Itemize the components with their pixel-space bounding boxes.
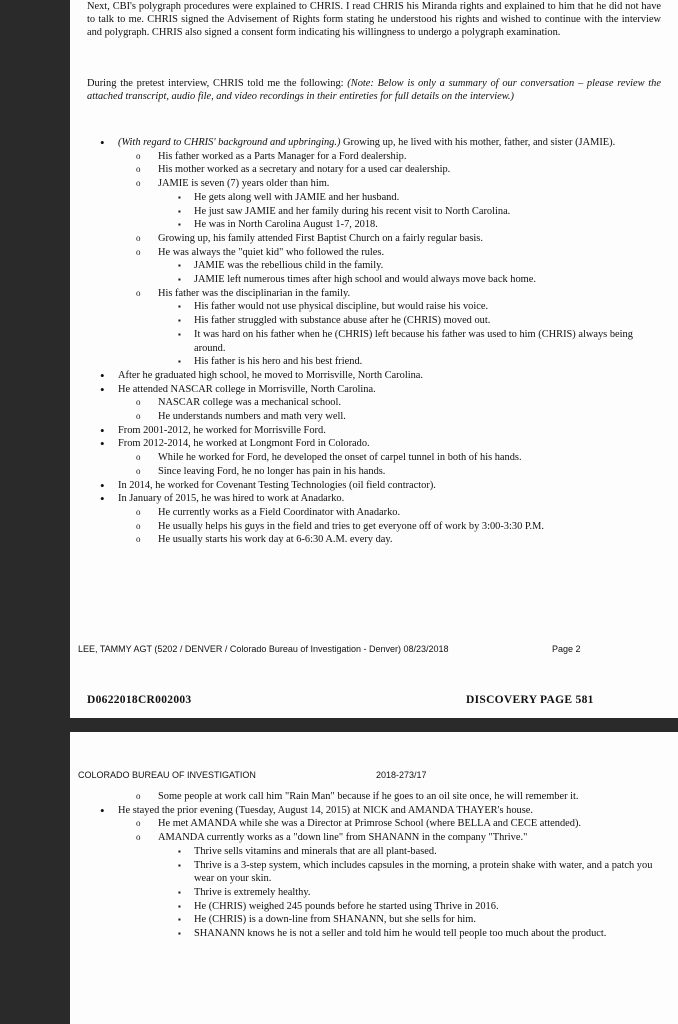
bullet-text: He (CHRIS) weighed 245 pounds before he started using Thrive in 2016.: [194, 900, 499, 912]
bullet-item: [70, 817, 678, 831]
document-page-1: [70, 0, 678, 718]
bullet-text: He just saw JAMIE and her family during his recent visit to North Carolina.: [194, 205, 511, 217]
bullet-item: [70, 913, 678, 927]
bullet-text: Some people at work call him "Rain Man" because if he goes to an oil site once, he will remember it.: [158, 791, 579, 802]
pretest-lead: During the pretest interview, CHRIS told me the following:: [87, 78, 348, 89]
pretest-note: (Note: Below is only a summary of our conversation – please review the attached transcript, audio file, and video recordings in their entireties for full details on the interview.): [87, 78, 661, 103]
bullet-item: [70, 886, 678, 900]
bullet-item: [70, 328, 678, 355]
bullet-item: [70, 396, 678, 410]
intro-paragraph: Next, CBI's polygraph procedures were explained to CHRIS. I read CHRIS his Miranda rights and explained to him that he did not have to talk to me. CHRIS signed the Advisement of Rights form stating he understood his rights and wished to continue with the interview and polygraph. CHRIS also signed a consent form indicating his willingness to undergo a polygraph examination.: [87, 1, 661, 39]
bullet-text: He currently works as a Field Coordinator with Anadarko.: [158, 506, 401, 518]
bullet-text: His father is his hero and his best friend.: [194, 356, 363, 368]
bullet-item: [70, 859, 678, 886]
bullet-item: [70, 804, 678, 818]
bullet-text: He attended NASCAR college in Morrisville, North Carolina.: [118, 383, 376, 395]
bullet-item: [70, 845, 678, 859]
bullet-text: He met AMANDA while she was a Director at Primrose School (where BELLA and CECE attended).: [158, 818, 582, 830]
bullet-text: From 2012-2014, he worked at Longmont Ford in Colorado.: [118, 438, 370, 450]
discovery-page-label: DISCOVERY PAGE 581: [466, 694, 594, 706]
bullet-item: [70, 287, 678, 301]
bullet-text: Growing up, he lived with his mother, father, and sister (JAMIE).: [340, 137, 616, 148]
bullet-text: In 2014, he worked for Covenant Testing Technologies (oil field contractor).: [118, 479, 436, 491]
bullet-text: He usually starts his work day at 6-6:30 A.M. every day.: [158, 534, 393, 546]
bullet-item: [70, 259, 678, 273]
bullet-text: His mother worked as a secretary and notary for a used car dealership.: [158, 164, 451, 176]
bullet-item: [70, 533, 678, 547]
bullet-text: He was always the "quiet kid" who followed the rules.: [158, 246, 385, 258]
bullet-item: [70, 314, 678, 328]
bullet-italic-text: (With regard to CHRIS' background and upbringing.): [118, 137, 341, 148]
pretest-paragraph: [87, 77, 661, 103]
bullet-text: Thrive is a 3-step system, which includes capsules in the morning, a protein shake with water, and a patch you wear on your skin.: [194, 859, 653, 885]
interview-bullet-list-continued: [70, 790, 678, 941]
bullet-item: [70, 506, 678, 520]
bullet-text: JAMIE left numerous times after high school and would always move back home.: [194, 274, 536, 286]
document-id: D0622018CR002003: [87, 694, 192, 706]
bullet-text: JAMIE is seven (7) years older than him.: [158, 178, 330, 190]
bullet-text: JAMIE was the rebellious child in the family.: [194, 260, 384, 272]
bullet-text: After he graduated high school, he moved to Morrisville, North Carolina.: [118, 369, 424, 381]
bullet-text: He stayed the prior evening (Tuesday, August 14, 2015) at NICK and AMANDA THAYER's house.: [118, 804, 533, 816]
bullet-item: [70, 520, 678, 534]
bullet-text: His father would not use physical discipline, but would raise his voice.: [194, 301, 489, 313]
bullet-item: [70, 790, 678, 804]
bullet-text: In January of 2015, he was hired to work at Anadarko.: [118, 493, 345, 505]
bullet-item: [70, 369, 678, 383]
bullet-text: Thrive sells vitamins and minerals that are all plant-based.: [194, 845, 437, 857]
bullet-item: [70, 355, 678, 369]
bullet-text: He understands numbers and math very well.: [158, 411, 346, 423]
page-number: Page 2: [552, 644, 581, 654]
bullet-text: AMANDA currently works as a "down line" from SHANANN in the company "Thrive.": [158, 832, 528, 844]
bullet-text: While he worked for Ford, he developed the onset of carpel tunnel in both of his hands.: [158, 452, 522, 464]
bullet-item: [70, 424, 678, 438]
agent-footer: LEE, TAMMY AGT (5202 / DENVER / Colorado Bureau of Investigation - Denver) 08/23/2018: [78, 644, 449, 654]
bullet-item: [70, 246, 678, 260]
case-number: 2018-273/17: [376, 770, 427, 780]
bullet-text: He (CHRIS) is a down-line from SHANANN, but she sells for him.: [194, 914, 476, 926]
bullet-text: Thrive is extremely healthy.: [194, 886, 311, 898]
document-page-2: [70, 732, 678, 1024]
bullet-text: From 2001-2012, he worked for Morrisville Ford.: [118, 424, 326, 436]
bullet-item: [70, 451, 678, 465]
bullet-item: [70, 831, 678, 845]
bullet-item: [70, 191, 678, 205]
bullet-text: Growing up, his family attended First Baptist Church on a fairly regular basis.: [158, 232, 483, 244]
bullet-item: [70, 177, 678, 191]
bullet-text: SHANANN knows he is not a seller and told him he would tell people too much about the product.: [194, 928, 607, 940]
bullet-item: [70, 437, 678, 451]
bullet-item: [70, 136, 678, 150]
bullet-text: He was in North Carolina August 1-7, 2018.: [194, 219, 378, 231]
bullet-item: [70, 205, 678, 219]
bullet-item: [70, 900, 678, 914]
bullet-item: [70, 150, 678, 164]
bullet-text: Since leaving Ford, he no longer has pain in his hands.: [158, 465, 386, 477]
bullet-item: [70, 218, 678, 232]
bullet-item: [70, 383, 678, 397]
bullet-item: [70, 163, 678, 177]
bullet-item: [70, 232, 678, 246]
bullet-text: NASCAR college was a mechanical school.: [158, 397, 341, 409]
bullet-text: He gets along well with JAMIE and her husband.: [194, 191, 400, 203]
bullet-item: [70, 465, 678, 479]
bullet-item: [70, 927, 678, 941]
agency-header: COLORADO BUREAU OF INVESTIGATION: [78, 770, 256, 780]
bullet-item: [70, 273, 678, 287]
bullet-item: [70, 479, 678, 493]
interview-bullet-list: [70, 136, 678, 547]
bullet-text: His father struggled with substance abuse after he (CHRIS) moved out.: [194, 315, 491, 327]
bullet-item: [70, 300, 678, 314]
bullet-text: He usually helps his guys in the field and tries to get everyone off of work by 3:00-3:30 P.M.: [158, 520, 544, 532]
bullet-text: His father was the disciplinarian in the family.: [158, 287, 351, 299]
bullet-item: [70, 492, 678, 506]
bullet-text: His father worked as a Parts Manager for a Ford dealership.: [158, 150, 407, 162]
bullet-item: [70, 410, 678, 424]
bullet-text: It was hard on his father when he (CHRIS) left because his father was used to him (CHRIS) always being around.: [194, 328, 633, 354]
